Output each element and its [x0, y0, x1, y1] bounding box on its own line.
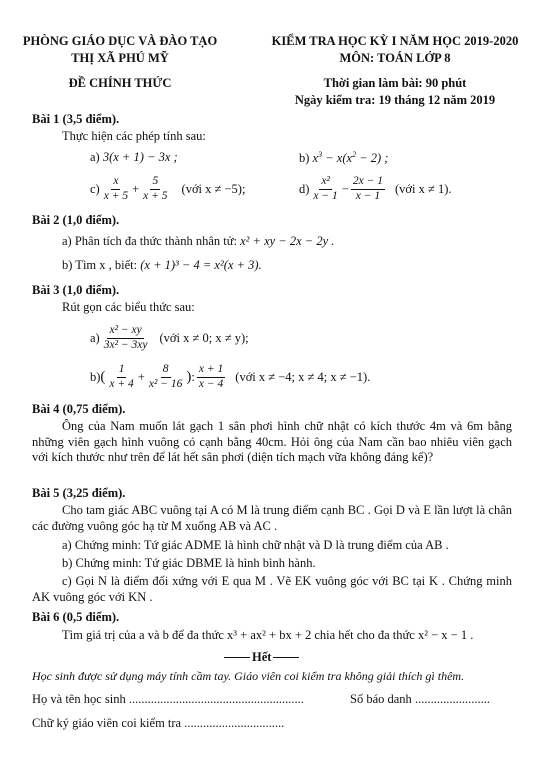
fraction: $\frac{5}{x + 5}$: [143, 175, 168, 202]
fraction: $\frac{\text{x² − xy}}{\text{3x² − 3xy}}$: [103, 324, 148, 351]
fraction: $\frac{\text{x²}}{x - 1}$: [313, 175, 338, 202]
bai4-title: Bài 4 (0,75 điểm).: [32, 402, 126, 416]
bai4-text: Ông của Nam muốn lát gạch 1 sân phơi hình chữ nhật có kích thước 4m và 6m bằng những viên gạch hình vuông có cạnh bằng 40cm. Hỏi ông của Nam cần bao nhiêu viên gạch với kích thước như trên để lát hết sân phơi (diện tích mạch vữa không đáng kể)?: [32, 419, 512, 464]
bai1-intro: Thực hiện các phép tính sau:: [62, 129, 206, 143]
bai5-c: c) Gọi N là điểm đối xứng với E qua M . Vẽ EK vuông góc với BC tại K . Chứng minh AK vuông góc với KN .: [32, 574, 512, 604]
bai1-c: c) $\frac{x}{x + 5}$ + $\frac{5}{x + 5}$ (với x ≠ −5);: [90, 175, 246, 202]
bai3-a: a) $\frac{\text{x² − xy}}{\text{3x² − 3xy}}$ (với x ≠ 0; x ≠ y);: [90, 324, 249, 351]
department-name: PHÒNG GIÁO DỤC VÀ ĐÀO TẠO: [22, 34, 218, 48]
bai3-intro: Rút gọn các biểu thức sau:: [62, 300, 195, 314]
bai1-title: Bài 1 (3,5 điểm).: [32, 112, 120, 126]
bai5-a: a) Chứng minh: Tứ giác ADME là hình chữ nhật và D là trung điểm của AB .: [62, 538, 449, 552]
end-marker: Hết: [224, 650, 299, 665]
bai6-text: Tìm giá trị của a và b để đa thức x³ + ax² + bx + 2 chia hết cho đa thức x² − x − 1 .: [62, 628, 474, 642]
footer-note: Học sinh được sử dụng máy tính cầm tay. Giáo viên coi kiểm tra không giải thích gì thêm.: [32, 669, 465, 683]
bai2-a: a) Phân tích đa thức thành nhân tử: x² + xy − 2x − 2y .: [62, 234, 335, 248]
bai3-title: Bài 3 (1,0 điểm).: [32, 283, 120, 297]
bai5-b: b) Chứng minh: Tứ giác DBME là hình bình hành.: [62, 556, 316, 570]
fraction: $\frac{1}{x + 4}$: [109, 363, 134, 390]
bai3-b: b) ( $\frac{1}{x + 4}$ + $\frac{8}{\text{x² − 16}}$ ) : $\frac{x + 1}{x - 4}$ (với x ≠ −4; x ≠ 4; x ≠ −1).: [90, 363, 371, 390]
bai6-title: Bài 6 (0,5 điểm).: [32, 610, 120, 624]
district-name: THỊ XÃ PHÚ MỸ: [71, 51, 169, 65]
student-name-line: Họ và tên học sinh ........................................................: [32, 692, 304, 706]
exam-duration: Thời gian làm bài: 90 phút: [323, 76, 467, 90]
bai1-a: a) 3(x + 1) − 3x ;: [90, 150, 178, 164]
bai2-b: b) Tìm x , biết: (x + 1)³ − 4 = x²(x + 3).: [62, 258, 262, 272]
bai5-title: Bài 5 (3,25 điểm).: [32, 486, 126, 500]
exam-title: KIỂM TRA HỌC KỲ I NĂM HỌC 2019-2020: [271, 34, 519, 48]
fraction: $\frac{x + 1}{x - 4}$: [198, 363, 224, 390]
invigilator-signature-line: Chữ ký giáo viên coi kiểm tra ................................: [32, 716, 285, 730]
exam-subject: MÔN: TOÁN LỚP 8: [339, 51, 451, 65]
candidate-number-line: Số báo danh ........................: [350, 692, 490, 706]
fraction: $\frac{8}{\text{x² − 16}}$: [148, 363, 183, 390]
official-label: ĐỀ CHÍNH THỨC: [68, 76, 172, 90]
exam-date: Ngày kiểm tra: 19 tháng 12 năm 2019: [294, 93, 496, 107]
bai5-text: Cho tam giác ABC vuông tại A có M là trung điểm cạnh BC . Gọi D và E lần lượt là chân các đường vuông góc hạ từ M xuống AB và AC .: [32, 503, 512, 533]
bai2-title: Bài 2 (1,0 điểm).: [32, 213, 120, 227]
bai1-b: b) $x^3 - x(x^2 - 2)$ ;: [299, 150, 389, 166]
fraction: $\frac{2x - 1}{x - 1}$: [352, 175, 383, 202]
bai1-d: d) $\frac{\text{x²}}{x - 1}$ − $\frac{2x - 1}{x - 1}$ (với x ≠ 1).: [299, 175, 452, 202]
fraction: $\frac{x}{x + 5}$: [103, 175, 129, 202]
